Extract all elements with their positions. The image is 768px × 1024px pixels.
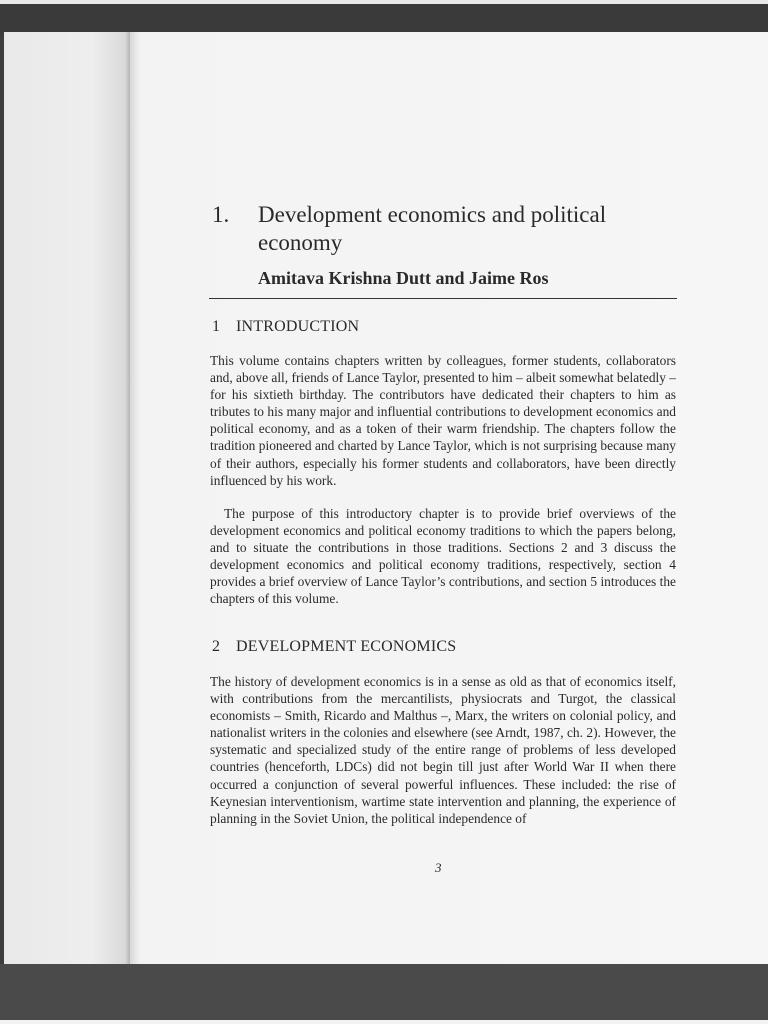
paragraph: The history of development economics is in a sense as old as that of economics itself, with contributions from the mercantilists, physiocrats and Turgot, the classical economists – Smith, Ricardo and Malthus –, Marx, the writers on colonial policy, and nationalist writers in the colonies and elsewhere (see Arndt, 1987, ch. 2). However, the systematic and specialized study of the entire range of problems of less developed countries (henceforth, LDCs) did not begin till just after World War II when there occurred a conjunction of several powerful influences. These included: the rise of Keynesian interventionism, wartime state intervention and planning, the experience of planning in the Soviet Union, the political independence of (210, 674, 676, 826)
section-heading-development-economics (212, 637, 456, 657)
scan-top-band (0, 0, 768, 34)
paragraph: The purpose of this introductory chapter is to provide brief overviews of the development economics and political economy traditions to which the papers belong, and to situate the contributions in those traditions. Sections 2 and 3 discuss the development economics and political economy traditions, respectively, section 4 provides a brief overview of Lance Taylor’s contributions, and section 5 introduces the chapters of this volume. (210, 506, 676, 607)
chapter-number: 1. (212, 202, 230, 227)
section-number: 1 (212, 318, 221, 335)
scan-bottom-band (0, 964, 768, 1024)
facing-page-edge (4, 32, 130, 968)
title-rule (209, 298, 677, 299)
chapter-title: Development economics and political economy (258, 202, 607, 255)
book-page (130, 32, 768, 966)
section-number: 2 (212, 638, 221, 655)
page-number: 3 (435, 860, 442, 875)
section-title: DEVELOPMENT ECONOMICS (236, 638, 457, 655)
section-heading-introduction (212, 317, 359, 337)
chapter-authors: Amitava Krishna Dutt and Jaime Ros (258, 268, 549, 288)
paragraph: This volume contains chapters written by colleagues, former students, collaborators and, above all, friends of Lance Taylor, presented to him – albeit somewhat belatedly – for his sixtieth birthday. The contributors have dedicated their chapters to him as tributes to his many major and influential contributions to development economics and political economy, and as a token of their warm friendship. The chapters follow the tradition pioneered and charted by Lance Taylor, which is not surprising because many of their authors, especially his former students and collaborators, have been directly influenced by his work. (210, 353, 676, 488)
section-title: INTRODUCTION (236, 318, 360, 335)
